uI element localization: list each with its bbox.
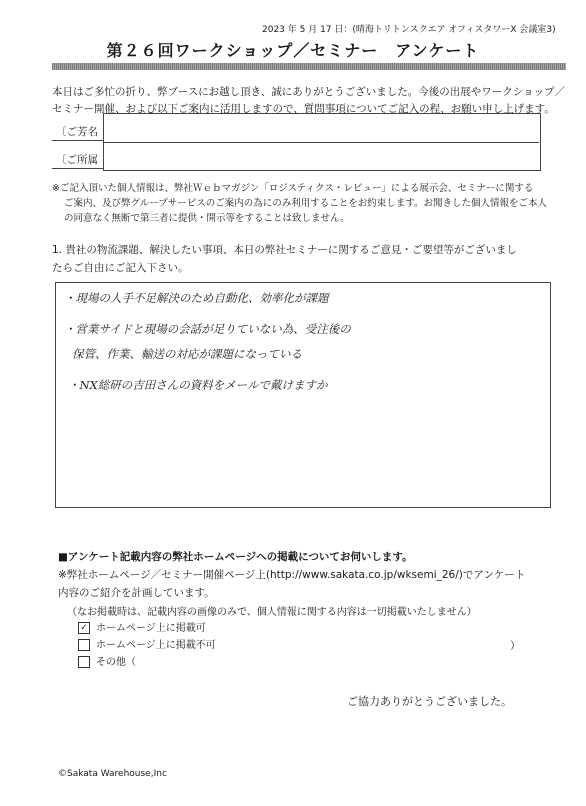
checkbox-publish-ng[interactable] xyxy=(78,639,90,651)
question-1 xyxy=(52,241,572,277)
name-label: 〔ご芳名 xyxy=(56,126,98,138)
publication-line-1: ※弊社ホームページ／セミナー開催ページ上(http://www.sakata.co.jp/wksemi_26/)でアンケート xyxy=(58,569,526,581)
option-publish-ok[interactable] xyxy=(78,619,206,634)
handwritten-answer-line-4: ・NX総研の吉田さんの資料をメールで戴けますか xyxy=(68,378,328,392)
copyright-footer: ©Sakata Warehouse,Inc xyxy=(58,769,167,779)
name-label-underline xyxy=(52,140,103,141)
intro-line-2: セミナー開催、および以下ご案内に活用しますので、質問事項についてご記入の程、お願い申し上げます。 xyxy=(52,103,555,115)
answer-box[interactable] xyxy=(55,282,551,508)
notice-line-2: ご案内、及び弊グループサービスのご案内の為にのみ利用することをお約束します。お聞きした個人情報をご本人 xyxy=(64,198,547,209)
org-label-underline xyxy=(52,168,103,169)
handwritten-answer-line-2: ・営業サイドと現場の会話が足りていない為、受注後の xyxy=(64,322,351,336)
option-other-label: その他（ xyxy=(96,657,136,668)
survey-date: 2023 年 5 月 17 日：(晴海トリトンスクエア オフィスタワーX 会議室3) xyxy=(262,25,556,35)
page-title: 第２６回ワークショップ／セミナー アンケート xyxy=(106,41,480,60)
intro-line-1: 本日はご多忙の折り、弊ブースにお越し頂き、誠にありがとうございました。今後の出展やワークショップ／ xyxy=(52,86,566,98)
publication-note: （なお掲載時は、記載内容の画像のみで、個人情報に関する内容は一切掲載いたしません） xyxy=(67,607,477,618)
thanks-text: ご協力ありがとうございました。 xyxy=(347,695,512,708)
option-publish-ng[interactable] xyxy=(78,636,216,651)
publication-heading: ■アンケート記載内容の弊社ホームページへの掲載についてお伺いします。 xyxy=(58,551,413,563)
notice-line-3: の同意なく無断で第三者に提供・開示等をすることは致しません。 xyxy=(64,213,350,224)
title-rule xyxy=(52,63,566,70)
other-close-paren: ） xyxy=(510,640,521,652)
publication-line-2: 内容のご紹介を計画しています。 xyxy=(58,587,215,599)
option-publish-ng-label: ホームページ上に掲載不可 xyxy=(96,640,216,651)
privacy-notice xyxy=(52,181,552,226)
handwritten-answer-line-1: ・現場の人手不足解決のため自動化、効率化が課題 xyxy=(64,291,329,305)
question-1-line-1: 1. 貴社の物流課題、解決したい事項、本日の弊社セミナーに関するご意見・ご要望等がございまし xyxy=(52,244,517,256)
question-1-line-2: たらご自由にご記入下さい。 xyxy=(52,262,189,274)
checkbox-other[interactable] xyxy=(78,656,90,668)
org-label: 〔ご所属 xyxy=(56,154,98,166)
contact-field-divider xyxy=(103,142,539,143)
notice-line-1: ※ご記入頂いた個人情報は、弊社Ｗｅｂマガジン「ロジスティクス・レビュー」による展示会、セミナーに関する xyxy=(52,183,534,194)
option-other[interactable] xyxy=(78,653,136,668)
option-publish-ok-label: ホームページ上に掲載可 xyxy=(96,623,206,634)
handwritten-answer-line-3: 保管、作業、輸送の対応が課題になっている xyxy=(72,347,302,361)
checkbox-publish-ok[interactable]: ✓ xyxy=(78,622,90,634)
